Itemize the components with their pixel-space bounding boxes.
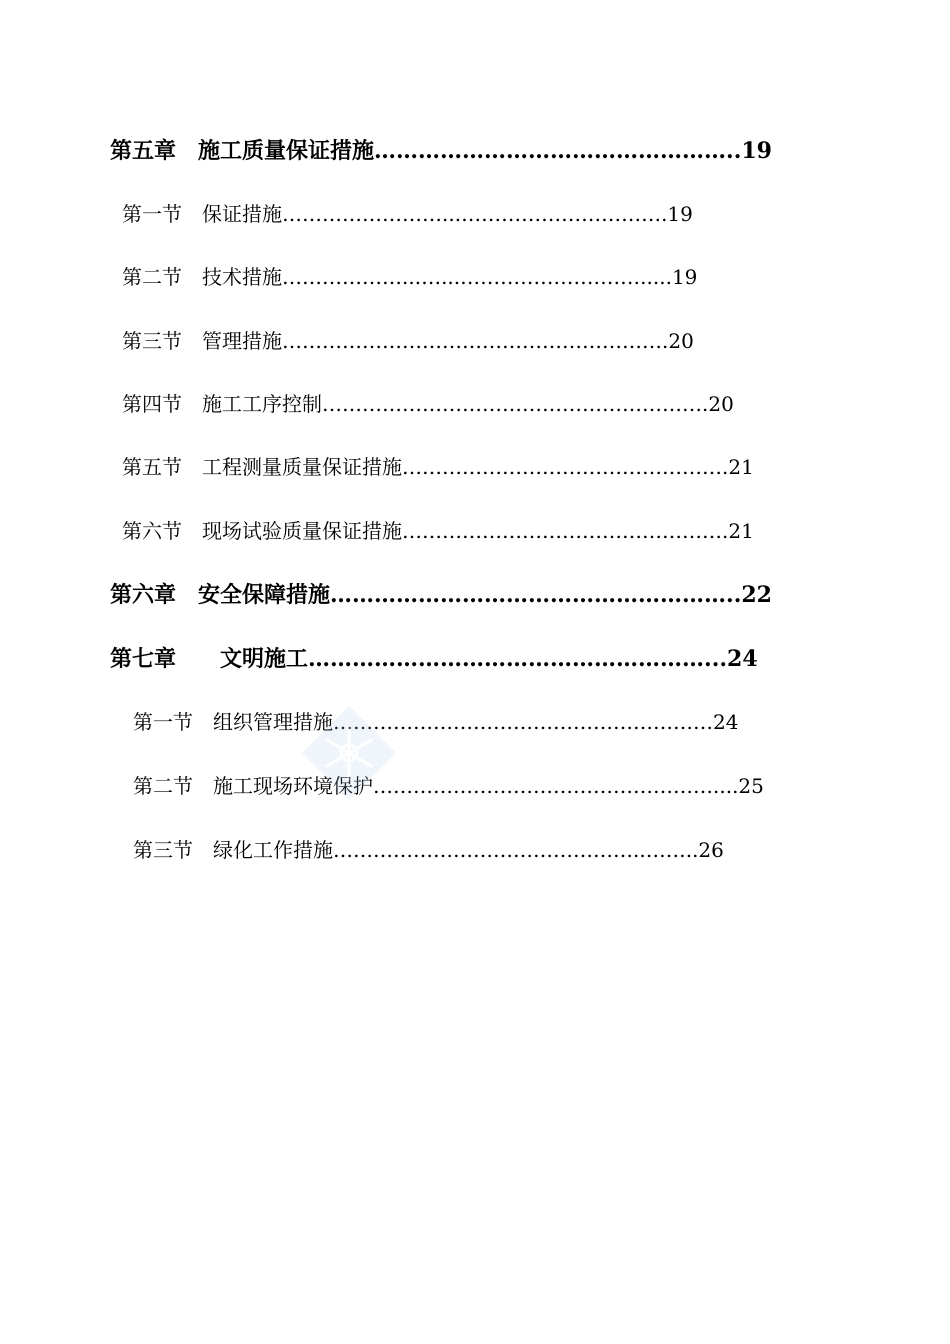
toc-leader: ………………………………………………… xyxy=(282,329,662,353)
toc-leader: ………………………………………………… xyxy=(322,392,702,416)
toc-page-number: …...24 xyxy=(682,646,758,672)
toc-leader: ………………………………………… xyxy=(374,138,727,164)
toc-page-number: ..……..26 xyxy=(633,838,724,862)
toc-section-5-2[interactable] xyxy=(122,267,697,287)
toc-page-number: .21 xyxy=(722,519,754,543)
toc-page-number: ....25 xyxy=(713,774,764,798)
toc-page-number: …..22 xyxy=(704,582,772,608)
toc-gap xyxy=(193,710,213,734)
toc-chapter-6[interactable] xyxy=(110,584,772,606)
toc-number: 第一节 xyxy=(133,710,193,734)
toc-gap xyxy=(176,646,220,672)
toc-number: 第二节 xyxy=(122,265,182,289)
toc-number: 第五章 xyxy=(110,138,177,164)
toc-number: 第四节 xyxy=(122,392,182,416)
toc-title: 文明施工 xyxy=(220,646,309,672)
toc-gap xyxy=(182,202,202,226)
toc-section-5-3[interactable] xyxy=(122,331,694,351)
toc-number: 第三节 xyxy=(122,329,182,353)
toc-number: 第二节 xyxy=(133,774,193,798)
toc-page-number: .20 xyxy=(662,329,694,353)
toc-gap xyxy=(182,392,202,416)
toc-section-7-2[interactable] xyxy=(133,776,764,796)
toc-leader: ………………………………………… xyxy=(402,519,722,543)
toc-page-number: 24 xyxy=(713,710,739,734)
toc-leader: …………………………………………… xyxy=(373,774,713,798)
toc-gap xyxy=(176,582,198,608)
toc-leader: ………………………………………… xyxy=(402,455,722,479)
toc-title: 组织管理措施 xyxy=(213,710,333,734)
toc-number: 第一节 xyxy=(122,202,182,226)
toc-title: 绿化工作措施 xyxy=(213,838,333,862)
watermark-logo-icon xyxy=(300,704,398,802)
toc-title: 工程测量质量保证措施 xyxy=(202,455,402,479)
toc-title: 安全保障措施 xyxy=(198,582,331,608)
toc-page-number: .20 xyxy=(702,392,734,416)
toc-page-number: ..19 xyxy=(726,138,772,164)
toc-title: 施工工序控制 xyxy=(202,392,322,416)
toc-gap xyxy=(182,519,202,543)
toc-gap xyxy=(182,265,202,289)
toc-section-5-4[interactable] xyxy=(122,394,734,414)
toc-leader: ………………………………………………… xyxy=(333,710,713,734)
toc-title: 管理措施 xyxy=(202,329,282,353)
toc-title: 现场试验质量保证措施 xyxy=(202,519,402,543)
toc-number: 第六章 xyxy=(110,582,177,608)
toc-leader: …………………………………………… xyxy=(330,582,705,608)
toc-number: 第七章 xyxy=(110,646,177,672)
toc-number: 第三节 xyxy=(133,838,193,862)
toc-gap xyxy=(182,329,202,353)
toc-section-5-5[interactable] xyxy=(122,457,754,477)
toc-section-5-1[interactable] xyxy=(122,204,693,224)
toc-leader: ………………...…...………………………..... xyxy=(282,265,672,289)
toc-number: 第五节 xyxy=(122,455,182,479)
toc-leader: …………………………………………… xyxy=(308,646,683,672)
toc-number: 第六节 xyxy=(122,519,182,543)
toc-gap xyxy=(193,774,213,798)
toc-section-7-1[interactable] xyxy=(133,712,738,732)
toc-page-number: 19 xyxy=(671,265,698,289)
toc-gap xyxy=(182,455,202,479)
toc-page-number: .21 xyxy=(722,455,754,479)
toc-page-number: .19 xyxy=(661,202,693,226)
toc-leader: ……………………………………… xyxy=(333,838,633,862)
toc-leader: ……………………...………………………… xyxy=(282,202,662,226)
toc-gap xyxy=(193,838,213,862)
toc-title: 保证措施 xyxy=(202,202,282,226)
toc-title: 施工现场环境保护 xyxy=(213,774,373,798)
toc-title: 技术措施 xyxy=(202,265,282,289)
toc-chapter-7[interactable] xyxy=(110,648,758,670)
toc-section-5-6[interactable] xyxy=(122,521,754,541)
toc-chapter-5[interactable] xyxy=(110,140,772,162)
toc-gap xyxy=(176,138,198,164)
toc-title: 施工质量保证措施 xyxy=(198,138,375,164)
toc-section-7-3[interactable] xyxy=(133,840,724,860)
